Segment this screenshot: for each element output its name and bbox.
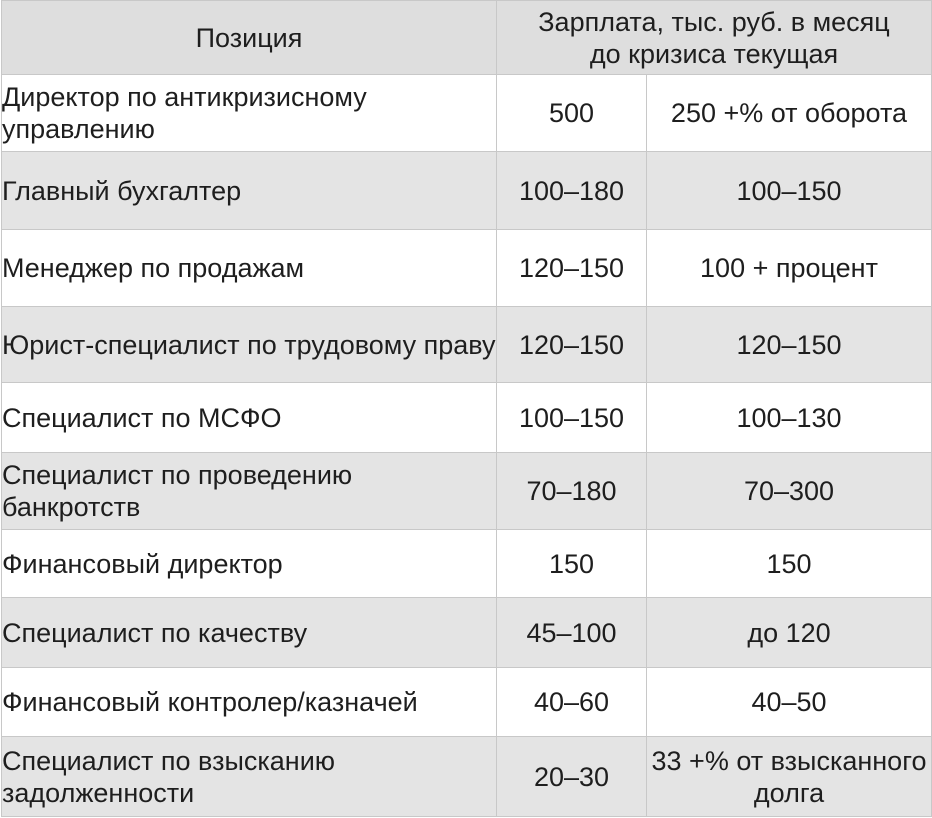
cell-position: Специалист по качеству [2, 598, 497, 668]
cell-position: Специалист по взысканию задолженности [2, 737, 497, 817]
cell-before-crisis: 120–150 [497, 230, 647, 307]
header-salary-subcolumns: до кризиса текущая [589, 38, 839, 69]
cell-before-crisis: 500 [497, 75, 647, 152]
cell-current: 100–130 [647, 383, 932, 453]
cell-current: 120–150 [647, 307, 932, 383]
header-salary [497, 1, 932, 75]
cell-before-crisis: 100–180 [497, 152, 647, 230]
cell-before-crisis: 40–60 [497, 668, 647, 737]
cell-current: до 120 [647, 598, 932, 668]
table-row [2, 530, 932, 598]
cell-before-crisis: 45–100 [497, 598, 647, 668]
cell-current: 100 + процент [647, 230, 932, 307]
cell-position: Директор по антикризисному управлению [2, 75, 497, 152]
cell-current: 100–150 [647, 152, 932, 230]
cell-position: Финансовый директор [2, 530, 497, 598]
table-row [2, 75, 932, 152]
table-row [2, 598, 932, 668]
cell-before-crisis: 120–150 [497, 307, 647, 383]
salary-table [1, 0, 932, 817]
table-row [2, 230, 932, 307]
header-row [2, 1, 932, 75]
cell-before-crisis: 100–150 [497, 383, 647, 453]
cell-position: Финансовый контролер/казначей [2, 668, 497, 737]
cell-position: Главный бухгалтер [2, 152, 497, 230]
cell-current: 70–300 [647, 453, 932, 530]
table-row [2, 453, 932, 530]
table-row [2, 383, 932, 453]
cell-position: Юрист-специалист по трудовому праву [2, 307, 497, 383]
cell-position: Специалист по МСФО [2, 383, 497, 453]
table-row [2, 307, 932, 383]
cell-current: 33 +% от взысканного долга [647, 737, 932, 817]
table-row [2, 737, 932, 817]
cell-position: Специалист по проведению банкротств [2, 453, 497, 530]
cell-current: 250 +% от оборота [647, 75, 932, 152]
cell-before-crisis: 150 [497, 530, 647, 598]
cell-position: Менеджер по продажам [2, 230, 497, 307]
cell-before-crisis: 20–30 [497, 737, 647, 817]
header-salary-title: Зарплата, тыс. руб. в месяц [538, 6, 890, 37]
header-position: Позиция [2, 1, 497, 75]
cell-current: 150 [647, 530, 932, 598]
cell-current: 40–50 [647, 668, 932, 737]
table-row [2, 668, 932, 737]
cell-before-crisis: 70–180 [497, 453, 647, 530]
table-row [2, 152, 932, 230]
